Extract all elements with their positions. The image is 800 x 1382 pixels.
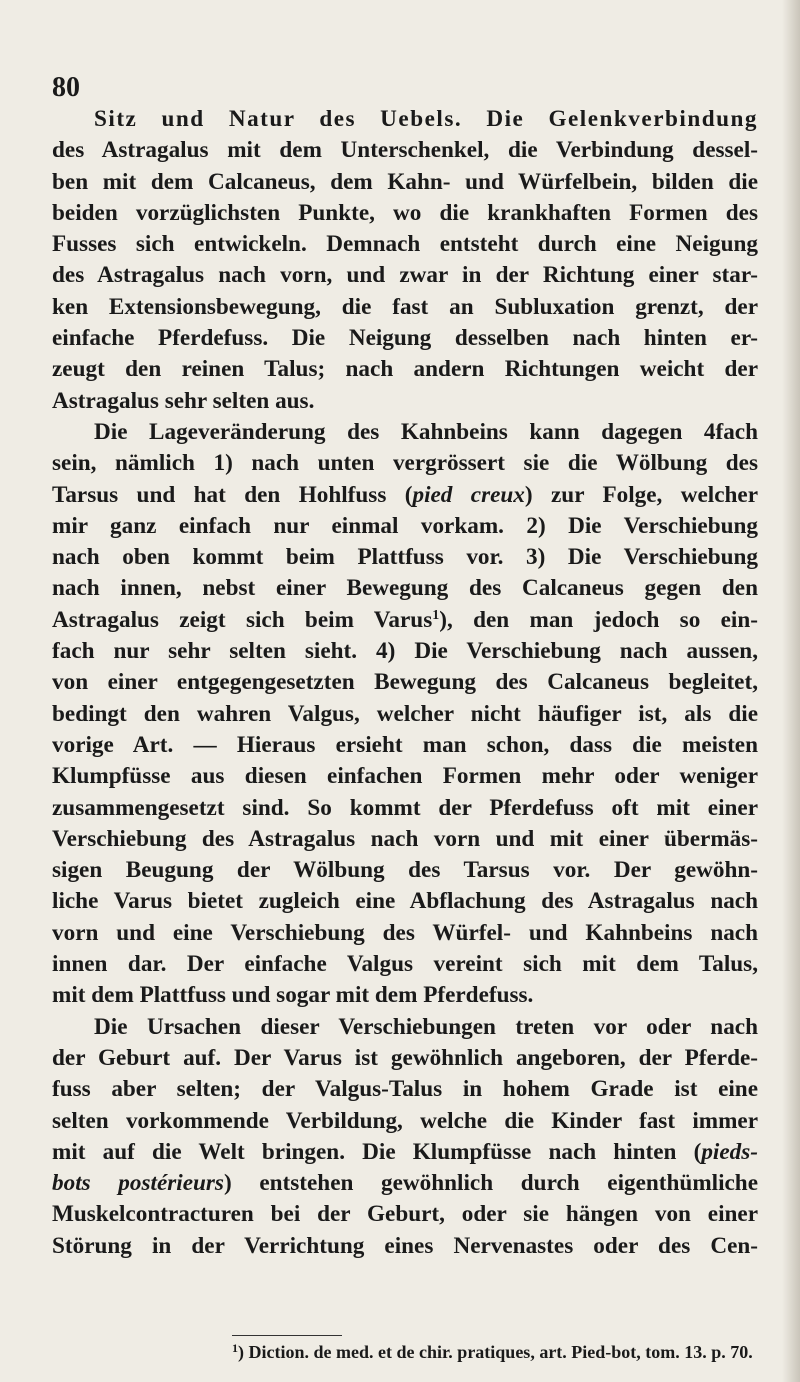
text-line: Astragalus sehr selten aus.	[52, 387, 315, 414]
text-line: innen dar. Der einfache Valgus vereint sich mit dem Talus,	[52, 951, 758, 978]
text-line: sein, nämlich 1) nach unten vergrössert sie die Wölbung des	[52, 450, 758, 477]
text-line: des Astragalus nach vorn, und zwar in der Richtung einer star-	[52, 262, 758, 289]
page-number: 80	[52, 72, 80, 103]
text-line: Die Lageveränderung des Kahnbeins kann dagegen 4fach	[94, 418, 758, 445]
text-line: mit auf die Welt bringen. Die Klumpfüsse nach hinten (pieds-	[52, 1138, 758, 1165]
text-line: Die Ursachen dieser Verschiebungen treten vor oder nach	[94, 1013, 758, 1040]
text-line: einfache Pferdefuss. Die Neigung desselben nach hinten er-	[52, 325, 758, 352]
text-line: ken Extensionsbewegung, die fast an Subluxation grenzt, der	[52, 293, 758, 320]
body-text	[52, 104, 758, 1262]
text-line: nach innen, nebst einer Bewegung des Calcaneus gegen den	[52, 575, 758, 602]
text-line: Verschiebung des Astragalus nach vorn und mit einer übermäs-	[52, 825, 758, 852]
text-line: bots postérieurs) entstehen gewöhnlich durch eigenthümliche	[52, 1170, 758, 1197]
text-line: liche Varus bietet zugleich eine Abflachung des Astragalus nach	[52, 888, 758, 915]
text-line: der Geburt auf. Der Varus ist gewöhnlich angeboren, der Pferde-	[52, 1044, 758, 1071]
text-line: Muskelcontracturen bei der Geburt, oder sie hängen von einer	[52, 1201, 758, 1228]
text-line: nach oben kommt beim Plattfuss vor. 3) Die Verschiebung	[52, 544, 758, 571]
footnote	[232, 1340, 772, 1364]
footnote-rule	[232, 1335, 342, 1336]
text-line: bedingt den wahren Valgus, welcher nicht häufiger ist, als die	[52, 700, 758, 727]
italic-term: pied creux	[412, 481, 525, 508]
text-line: Sitz und Natur des Uebels. Die Gelenkverbindung	[94, 106, 758, 132]
italic-term: bots postérieurs	[52, 1170, 224, 1197]
text-line: Störung in der Verrichtung eines Nervenastes oder des Cen-	[52, 1232, 758, 1259]
text-line: des Astragalus mit dem Unterschenkel, die Verbindung dessel-	[52, 137, 758, 164]
text-line: mit dem Plattfuss und sogar mit dem Pferdefuss.	[52, 982, 534, 1009]
text-line: ben mit dem Calcaneus, dem Kahn- und Würfelbein, bilden die	[52, 168, 758, 195]
text-line: von einer entgegengesetzten Bewegung des Calcaneus begleitet,	[52, 669, 758, 696]
text-line: zusammengesetzt sind. So kommt der Pferdefuss oft mit einer	[52, 794, 758, 821]
text-line: Klumpfüsse aus diesen einfachen Formen mehr oder weniger	[52, 763, 758, 790]
footnote-text: ) Diction. de med. et de chir. pratiques, art. Pied-bot, tom. 13. p. 70.	[238, 1342, 753, 1362]
text-line: vorn und eine Verschiebung des Würfel- und Kahnbeins nach	[52, 919, 758, 946]
page-edge-shadow	[782, 0, 800, 1382]
text-line: vorige Art. — Hieraus ersieht man schon, dass die meisten	[52, 731, 758, 758]
text-line: selten vorkommende Verbildung, welche die Kinder fast immer	[52, 1107, 758, 1134]
text-line: fuss aber selten; der Valgus-Talus in hohem Grade ist eine	[52, 1076, 758, 1103]
text-line: Tarsus und hat den Hohlfuss (pied creux) zur Folge, welcher	[52, 481, 758, 508]
footnote-reference: 1	[432, 607, 440, 623]
text-line: mir ganz einfach nur einmal vorkam. 2) Die Verschiebung	[52, 512, 758, 539]
italic-term: pieds-	[701, 1138, 758, 1165]
text-line: Astragalus zeigt sich beim Varus$^1$), den man jedoch so ein-	[52, 606, 758, 633]
text-line: beiden vorzüglichsten Punkte, wo die krankhaften Formen des	[52, 199, 758, 226]
text-line: fach nur sehr selten sieht. 4) Die Verschiebung nach aussen,	[52, 638, 758, 665]
footnote-marker: 1	[232, 1341, 238, 1355]
text-line: Fusses sich entwickeln. Demnach entsteht durch eine Neigung	[52, 231, 758, 258]
text-line: zeugt den reinen Talus; nach andern Richtungen weicht der	[52, 356, 758, 383]
text-line: sigen Beugung der Wölbung des Tarsus vor. Der gewöhn-	[52, 857, 758, 884]
